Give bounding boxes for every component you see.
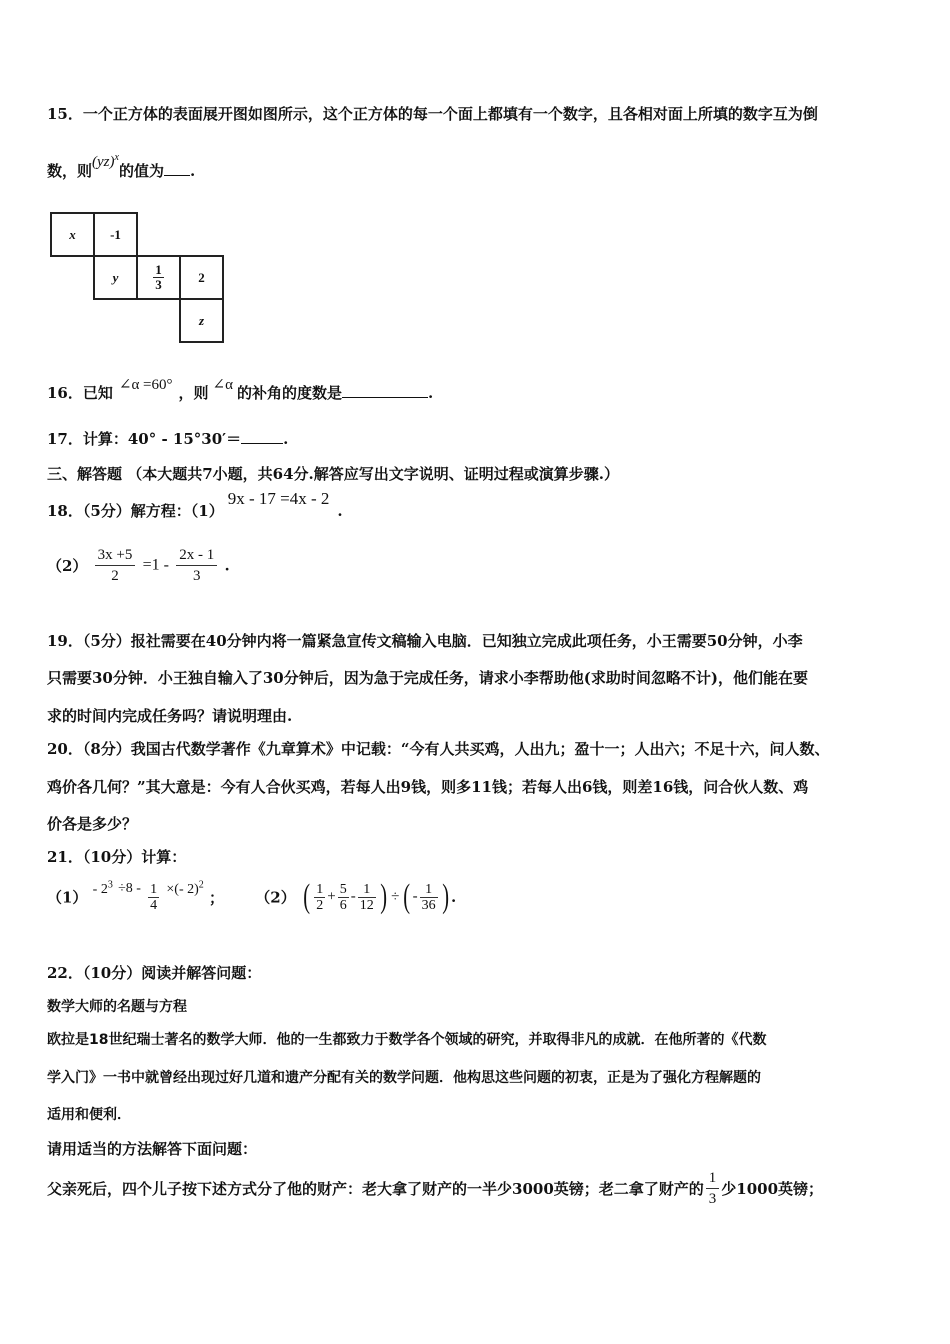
net-cell-z: z [179,298,224,343]
q20-line2: 鸡价各几何？”其大意是：今有人合伙买鸡，若每人出9钱，则多11钱；若每人出6钱，则差16钱，问合伙人数、鸡 [47,778,809,796]
q16-angle-value: ∠α =60° [118,377,173,393]
q21-neg: - [412,888,418,905]
q21-plus: + [327,888,336,905]
net-cell-x: x [50,212,95,257]
q15-expr [92,154,119,170]
q18-end2: . [224,556,230,575]
q16-answer-blank [342,383,428,398]
net-third-den: 3 [155,277,162,292]
q20-line3: 价各是多少？ [47,815,138,833]
q18-frac1-num: 3x +5 [95,545,136,566]
q21-p2-frac2-den: 6 [339,897,347,913]
q21-p1-frac-num: 1 [150,881,158,897]
q22-last-line [47,1168,823,1209]
q21-p1-c-base: ×(- 2) [166,882,199,898]
q18-frac2-den: 3 [192,568,201,584]
q19-line2: 只需要30分钟．小王独自输入了30分钟后，因为急于完成任务，请求小李帮助他(求助时间忽略不计)，他们能在要 [47,669,808,687]
q22-last-suffix: 少1000英镑； [721,1180,824,1198]
cube-net-figure [50,212,230,344]
q16-line [47,377,434,403]
q16-suffix: 的补角的度数是 [236,384,342,402]
q16-mid: ，则 [178,384,209,402]
q21-p2-frac4 [420,882,438,913]
q17-text: 17．计算：40° - 15°30′＝ [47,430,242,448]
q21-p2-frac3 [358,882,376,913]
q18-frac2-num: 2x - 1 [176,545,217,566]
q22-para3: 适用和便利． [47,1107,131,1123]
q21-div: ÷ [391,888,400,905]
q21-right-paren-2: ) [441,878,449,915]
q15-prefix: 数，则 [47,162,93,180]
q22-last-prefix: 父亲死后，四个儿子按下述方式分了他的财产：老大拿了财产的一半少3000英镑；老二拿了财产的 [47,1180,704,1198]
q20-line1: 20．（8分）我国古代数学著作《九章算术》中记载：“今有人共买鸡，人出九；盈十一；人出六；不足十六，问人数、 [47,740,830,758]
q21-p2-frac2 [338,882,349,913]
q18-line1 [47,489,343,521]
q17-end: . [283,430,289,448]
q16-end: . [427,384,434,402]
q15-suffix: 的值为 [118,162,164,180]
q22-para1: 欧拉是18世纪瑞士著名的数学大师．他的一生都致力于数学各个领域的研究，并取得非凡的成就．在他所著的《代数 [47,1032,767,1048]
q15-line2 [47,152,196,181]
q17-answer-blank [241,429,283,444]
net-cell-neg1: -1 [93,212,138,257]
q18-frac1-den: 2 [111,568,119,584]
q21-p1-c-sup: 2 [198,879,204,891]
net-cell-third [136,255,181,300]
q18-end1: . [337,502,343,520]
q21-title: 21．（10分）计算： [47,848,187,866]
q21-p1-c [166,879,204,898]
q22-fraction [706,1168,720,1209]
q21-p2-frac3-num: 1 [358,882,376,898]
q21-p1-a-sup: 3 [107,879,113,891]
q19-line3: 求的时间内完成任务吗？请说明理由. [47,707,293,725]
q16-prefix: 16．已知 [47,384,113,402]
q22-prompt: 请用适当的方法解答下面问题： [47,1140,258,1158]
q21-p1-a-base: - 2 [92,882,108,898]
q22-fraction-den: 3 [708,1191,717,1207]
q21-right-paren-1: ) [380,878,387,915]
q19-line1: 19．（5分）报社需要在40分钟内将一篇紧急宣传文稿输入电脑．已知独立完成此项任务，小王需要50分钟，小李 [47,632,803,650]
q21-p2-label: （2） [255,888,296,907]
q15-expr-sup: x [114,152,119,163]
q22-subtitle: 数学大师的名题与方程 [47,999,187,1015]
q21-p2-frac4-den: 36 [421,897,436,913]
q21-sep: ； [209,888,225,907]
q21-left-paren-1: ( [303,878,311,915]
q21-p1-frac [148,882,159,913]
q18-prefix: 18．（5分）解方程：（1） [47,502,224,520]
q21-p1-label: （1） [47,888,88,907]
q21-end: . [450,888,457,906]
q15-line1: 15．一个正方体的表面展开图如图所示，这个正方体的每一个面上都填有一个数字，且各相对面上所填的数字互为倒 [47,105,818,123]
q21-p2-frac1-den: 2 [316,897,324,913]
q15-answer-blank [164,161,190,176]
q21-minus: - [350,888,356,905]
net-cell-y: y [93,255,138,300]
q21-p1-a [92,879,113,898]
q21-left-paren-2: ( [403,878,411,915]
q21-parts [47,878,456,916]
q21-p2-frac2-num: 5 [339,881,347,897]
q22-para2: 学入门》一书中就曾经出现过好几道和遗产分配有关的数学问题．他构思这些问题的初衷，正是为了强化方程解题的 [47,1070,761,1086]
q21-p1-b: ÷8 - [118,881,141,896]
q18-mid: =1 - [142,556,169,574]
section3-heading: 三、解答题 （本大题共7小题，共64分.解答应写出文字说明、证明过程或演算步骤.） [47,465,619,483]
q16-angle: ∠α [212,377,233,393]
q22-title: 22．（10分）阅读并解答问题： [47,964,262,982]
q22-fraction-num: 1 [706,1168,720,1189]
q21-p2-frac1-num: 1 [316,881,324,897]
q21-p2-frac4-num: 1 [420,882,438,898]
net-cell-2: 2 [179,255,224,300]
q18-part2-label: （2） [47,557,88,575]
q21-p2-frac3-den: 12 [359,897,374,913]
q18-line2 [47,545,230,586]
q15-end: . [189,162,196,180]
q18-frac2 [176,545,217,586]
q15-expr-base: (yz) [92,154,115,170]
net-third-num: 1 [155,262,162,277]
q17-line [47,428,288,449]
q21-p2-frac1 [314,882,325,913]
q18-equation1: 9x - 17 =4x - 2 [227,489,330,508]
q18-frac1 [95,545,136,586]
q21-p1-frac-den: 4 [150,897,158,913]
